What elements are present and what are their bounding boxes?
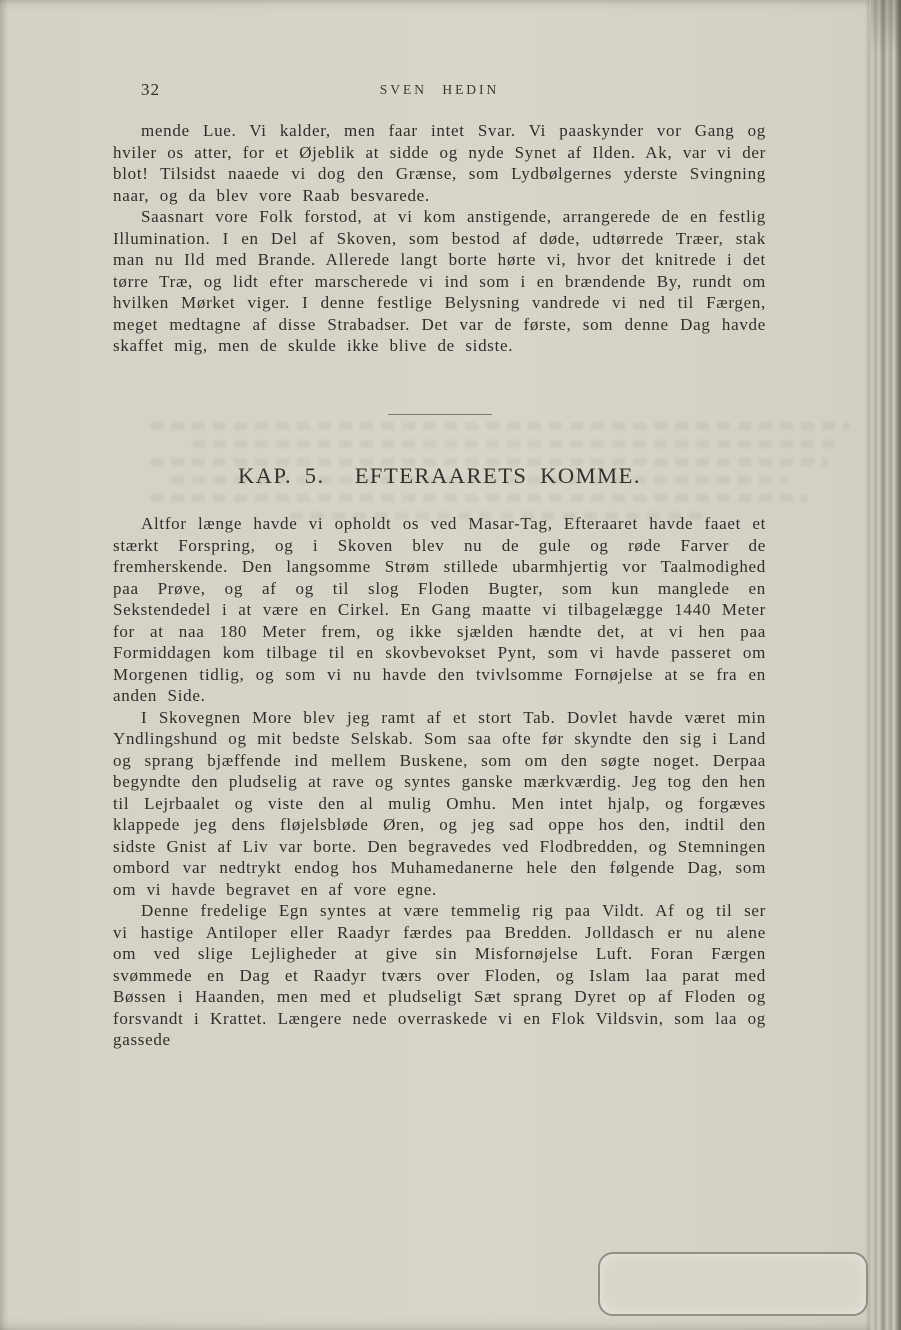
paragraph-dovlet: I Skovegnen More blev jeg ramt af et stort Tab. Dovlet havde været min Yndlingshund og mit bedste Selskab. Som saa ofte før skyndte den sig i Land og sprang bjæffende ind mellem Buskene, som om den søgte noget. Derpaa begyndte den pludselig at rave og syntes ganske mærkværdig. Jeg tog den hen til Lejrbaalet og viste den al mulig Omhu. Men intet hjalp, og forgæves klappede jeg dens fløjelsbløde Øren, og jeg sad oppe hos den, indtil den sidste Gnist af Liv var borte. Den begravedes ved Flodbredden, og Stemningen ombord var nedtrykt endog hos Muhamedanerne hele den følgende Dag, som om vi havde begravet en af vore egne. bbox=[113, 707, 766, 899]
chapter-heading bbox=[113, 462, 766, 488]
section-divider bbox=[388, 414, 492, 415]
stamp-box bbox=[598, 1252, 868, 1316]
page-body bbox=[113, 120, 766, 1051]
paragraph-illumination: Saasnart vore Folk forstod, at vi kom anstigende, arrangerede de en festlig Illumination. I en Del af Skoven, som bestod af døde, udtørrede Træer, stak man nu Ild med Brande. Allerede langt borte hørte vi, hvor det knitrede i det tørre Træ, og lidt efter marscherede vi ind som i en brændende By, rundt om hvilken Mørket viger. I denne festlige Belysning vandrede vi ned til Færgen, meget medtagne af disse Strabadser. Det var de første, som denne Dag havde skaffet mig, men de skulde ikke blive de sidste. bbox=[113, 207, 766, 355]
page-edge bbox=[865, 0, 901, 1330]
chapter-title: EFTERAARETS KOMME. bbox=[354, 462, 641, 488]
running-header: SVEN HEDIN bbox=[379, 82, 500, 97]
chapter-number: KAP. 5. bbox=[238, 462, 325, 488]
paragraph-autumn: Altfor længe havde vi opholdt os ved Masar-Tag, Efteraaret havde faaet et stærkt Forspring, og i Skoven blev nu de gule og røde Farver de fremherskende. Den langsomme Strøm stillede ubarmhjertig vor Taalmodighed paa Prøve, og af og til slog Floden Bugter, som kun manglede en Sekstendedel i at være en Cirkel. En Gang maatte vi tilbagelægge 1440 Meter for at naa 180 Meter frem, og ikke sjælden hændte det, at vi hen paa Formiddagen kom tilbage til en skovbevokset Pynt, som vi havde passeret om Morgenen tidlig, og som vi nu havde den tvivlsomme Fornøjelse at se fra en anden Side. bbox=[113, 514, 766, 705]
corner-smudge bbox=[871, 0, 901, 55]
paragraph-wildlife: Denne fredelige Egn syntes at være temmelig rig paa Vildt. Af og til ser vi hastige Antiloper eller Raadyr færdes paa Bredden. Jolldasch er nu alene om ved slige Lejligheder at give sin Misfornøjelse Luft. Foran Færgen svømmede en Dag et Raadyr tværs over Floden, og Islam laa parat med Bøssen i Haanden, men med et pludseligt Sæt sprang Dyret op af Floden og forsvandt i Krattet. Længere nede overraskede vi en Flok Vildsvin, som laa og gassede bbox=[113, 901, 766, 1049]
page-number: 32 bbox=[141, 80, 160, 99]
page-header bbox=[113, 80, 766, 102]
paragraph-continuation: mende Lue. Vi kalder, men faar intet Svar. Vi paaskynder vor Gang og hviler os atter, for et Øjeblik at sidde og nyde Synet af Ilden. Ak, var vi der blot! Tilsidst naaede vi dog den Grænse, som Lydbølgernes yderste Svingning naar, og da blev vore Raab besvarede. bbox=[113, 121, 766, 205]
